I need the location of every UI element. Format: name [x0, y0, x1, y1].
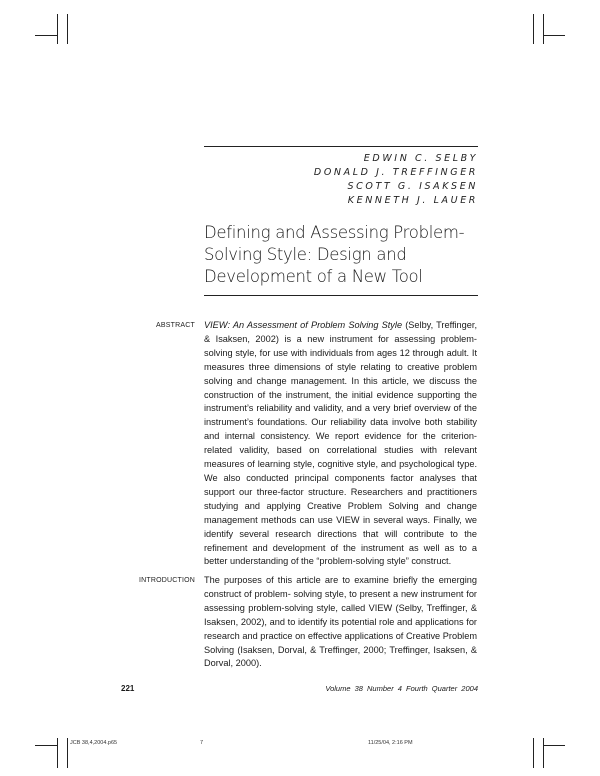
crop-mark-bottom-left-v: [57, 738, 58, 768]
author-name: DONALD J. TREFFINGER: [313, 167, 478, 178]
article-title: [204, 222, 476, 288]
crop-mark-top-left-v: [57, 14, 58, 44]
crop-mark-top-right-v: [533, 14, 534, 44]
slug-file: JCB 38,4,2004.p65: [70, 740, 118, 746]
introduction-text: The purposes of this article are to examine briefly the emerging construct of problem- solving style, to present a new instrument for assessing problem-solving style, called VIEW (Selby, Treffinger, & Isaksen, 2002), and to identify its potential role and applications for research and practice on effective applications of Creative Problem Solving (Isaksen, Dorval, & Treffinger, 2000; Treffinger, Isaksen, & Dorval, 2000).: [204, 575, 477, 669]
crop-mark-top-left-v2: [67, 14, 68, 44]
introduction-label: INTRODUCTION: [138, 577, 195, 584]
slug-timestamp: 11/25/04, 2:16 PM: [368, 740, 413, 746]
abstract-label: ABSTRACT: [156, 322, 195, 329]
crop-mark-bottom-right-v2: [543, 738, 544, 768]
author-name: EDWIN C. SELBY: [363, 153, 478, 164]
page-number: 221: [121, 684, 135, 693]
author-name: SCOTT G. ISAKSEN: [347, 181, 478, 192]
title-line: Defining and Assessing Problem-: [204, 223, 465, 242]
title-line: Solving Style: Design and: [204, 245, 407, 264]
slug-page: 7: [200, 740, 204, 746]
crop-mark-top-right-h: [543, 35, 565, 36]
crop-mark-bottom-left-h: [35, 745, 57, 746]
author-list: [314, 152, 478, 208]
top-rule: [204, 146, 478, 147]
abstract-lead: VIEW: An Assessment of Problem Solving Style: [204, 320, 403, 330]
crop-mark-bottom-left-v2: [67, 738, 68, 768]
abstract-body: (Selby, Treffinger, & Isaksen, 2002) is a new instrument for assessing problem-solving style, for use with individuals from ages 12 through adult. It measures three dimensions of style relating to creative problem solving and change management. In this article, we discuss the construction of the instrument, the initial evidence supporting the instrument’s reliability and validity, and a very brief overview of the instrument’s foundations. Our reliability data involve both stability and internal consistency. We report evidence for the criterion-related validity, based on correlational studies with relevant measures of learning style, cognitive style, and psychological type. We also conducted principal components factor analyses that support our three-factor structure. Researchers and practitioners studying and applying Creative Problem Solving and change management methods can use VIEW in several ways. Finally, we identify several research directions that will contribute to the refinement and development of the instrument as well as to a better understanding of the “problem-solving style” construct.: [204, 320, 477, 567]
author-name: KENNETH J. LAUER: [347, 195, 478, 206]
title-line: Development of a New Tool: [204, 267, 423, 286]
title-rule: [204, 295, 478, 296]
crop-mark-bottom-right-h: [543, 745, 565, 746]
crop-mark-top-right-v2: [543, 14, 544, 44]
crop-mark-bottom-right-v: [533, 738, 534, 768]
crop-mark-top-left-h: [35, 35, 57, 36]
journal-info: Volume 38 Number 4 Fourth Quarter 2004: [325, 684, 478, 693]
abstract-text: [204, 319, 477, 569]
